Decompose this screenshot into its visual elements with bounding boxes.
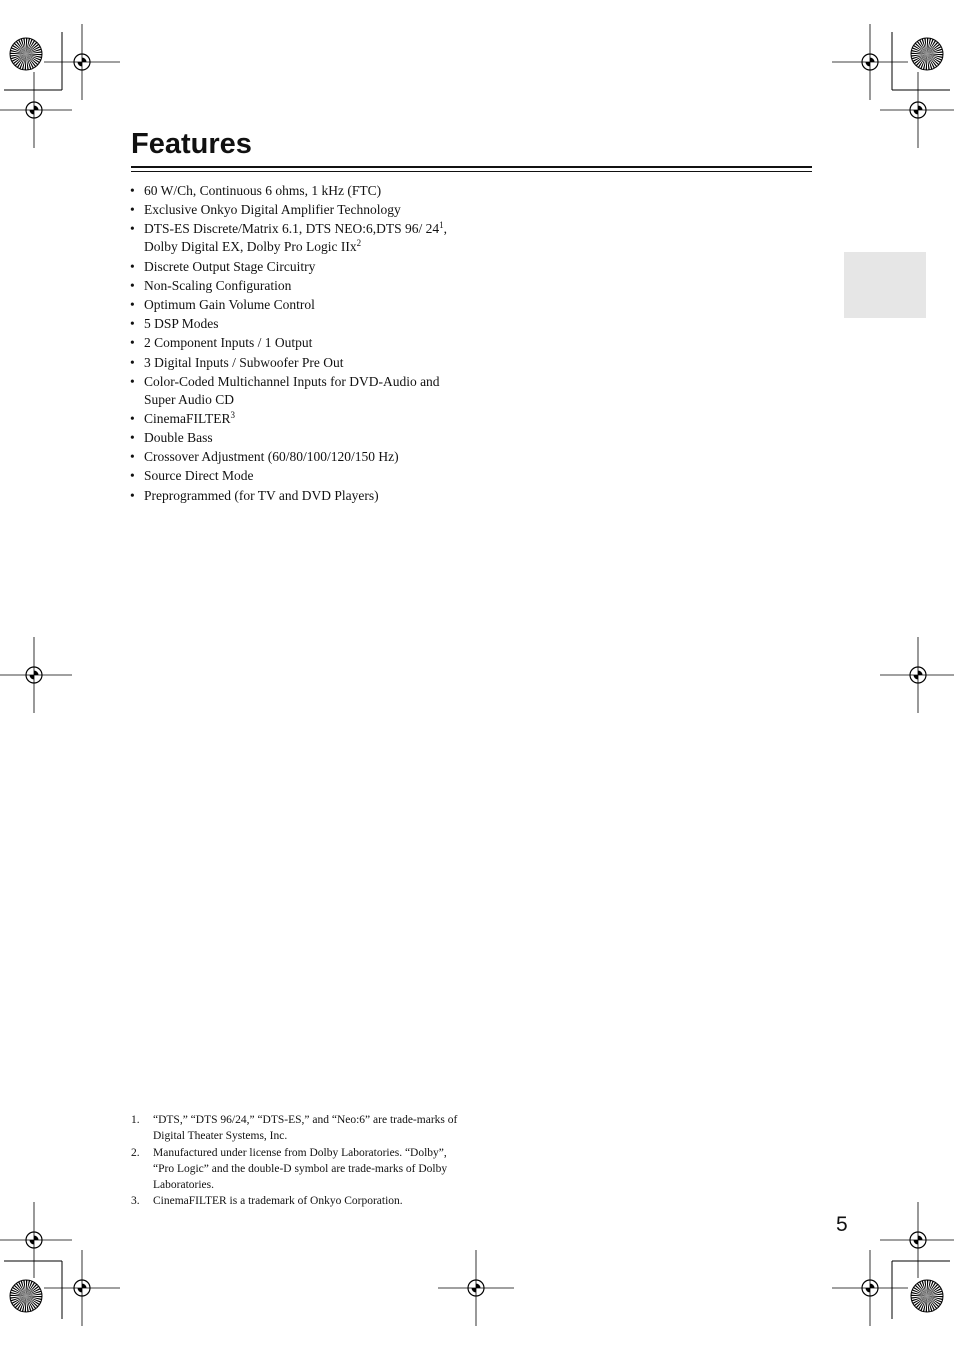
feature-item <box>130 334 460 352</box>
bullet-icon: • <box>130 183 135 198</box>
footnote <box>131 1193 461 1209</box>
registration-target-icon <box>438 1250 514 1326</box>
feature-text: Source Direct Mode <box>144 468 254 484</box>
bullet-icon: • <box>130 430 135 446</box>
registration-target-icon <box>0 1202 72 1278</box>
bullet-icon: • <box>130 296 135 312</box>
bullet-icon: • <box>130 335 135 351</box>
feature-item <box>130 315 460 333</box>
registration-target-icon <box>0 637 72 713</box>
feature-text: 3 Digital Inputs / Subwoofer Pre Out <box>144 354 344 370</box>
footnote-number: 2. <box>131 1146 140 1159</box>
features-list <box>130 182 460 506</box>
bullet-icon: • <box>130 202 135 218</box>
bullet-icon: • <box>130 354 135 370</box>
starburst-mark-icon <box>911 38 943 70</box>
footnote-ref: 1 <box>439 220 444 231</box>
feature-text: CinemaFILTER <box>144 410 231 426</box>
footnote-text: “DTS,” “DTS 96/24,” “DTS-ES,” and “Neo:6” are trade-marks of Digital Theater Systems, Inc. <box>153 1114 458 1143</box>
bullet-icon: • <box>130 221 135 237</box>
feature-text: 5 DSP Modes <box>144 316 219 332</box>
feature-item <box>130 467 460 485</box>
bullet-icon: • <box>130 277 135 293</box>
footnote-number: 3. <box>131 1195 140 1208</box>
bullet-icon: • <box>130 316 135 332</box>
feature-text: Color-Coded Multichannel Inputs for DVD-Audio and Super Audio CD <box>144 373 440 407</box>
registration-target-icon <box>0 72 72 148</box>
registration-target-icon <box>880 1202 954 1278</box>
footnote-text: CinemaFILTER is a trademark of Onkyo Corporation. <box>153 1195 403 1208</box>
bullet-icon: • <box>130 373 135 389</box>
feature-text: , Dolby Digital EX, Dolby Pro Logic IIx <box>144 221 447 255</box>
feature-item <box>130 448 460 466</box>
title-rule-thick <box>131 166 812 168</box>
footnote <box>131 1112 461 1145</box>
feature-text: 2 Component Inputs / 1 Output <box>144 335 313 351</box>
footnote <box>131 1145 461 1194</box>
footnotes-list <box>131 1112 461 1210</box>
bullet-icon: • <box>130 487 135 503</box>
feature-item <box>130 182 460 200</box>
page-title: Features <box>131 128 252 160</box>
feature-text: Exclusive Onkyo Digital Amplifier Technology <box>144 202 401 218</box>
feature-item <box>130 487 460 505</box>
feature-text: Preprogrammed (for TV and DVD Players) <box>144 487 379 503</box>
feature-item <box>130 220 460 256</box>
footnote-ref: 3 <box>230 409 235 420</box>
footnote-text: Manufactured under license from Dolby Laboratories. “Dolby”, “Pro Logic” and the double-D symbol are trade-marks of Dolby Laboratories. <box>153 1146 448 1192</box>
feature-item <box>130 373 460 409</box>
registration-target-icon <box>832 24 908 100</box>
feature-item <box>130 201 460 219</box>
bullet-icon: • <box>130 258 135 274</box>
bullet-icon: • <box>130 468 135 484</box>
feature-item <box>130 410 460 428</box>
feature-text: DTS-ES Discrete/Matrix 6.1, DTS NEO:6,DTS 96/ 24 <box>144 221 440 237</box>
feature-item <box>130 354 460 372</box>
feature-text: 60 W/Ch, Continuous 6 ohms, 1 kHz (FTC) <box>144 183 382 198</box>
feature-item <box>130 277 460 295</box>
section-tab <box>844 252 926 318</box>
feature-text: Non-Scaling Configuration <box>144 277 292 293</box>
feature-item <box>130 258 460 276</box>
starburst-mark-icon <box>10 38 42 70</box>
feature-text: Discrete Output Stage Circuitry <box>144 258 316 274</box>
starburst-mark-icon <box>10 1280 42 1312</box>
feature-text: Crossover Adjustment (60/80/100/120/150 Hz) <box>144 449 399 465</box>
footnote-ref: 2 <box>356 238 362 249</box>
bullet-icon: • <box>130 449 135 465</box>
page-number: 5 <box>836 1213 848 1236</box>
feature-item <box>130 296 460 314</box>
bullet-icon: • <box>130 410 135 426</box>
registration-target-icon <box>44 24 120 100</box>
registration-target-icon <box>880 637 954 713</box>
feature-item <box>130 429 460 447</box>
feature-text: Double Bass <box>144 430 213 446</box>
title-rule-thin <box>131 171 812 172</box>
footnote-number: 1. <box>131 1114 140 1126</box>
starburst-mark-icon <box>911 1280 943 1312</box>
registration-target-icon <box>880 72 954 148</box>
feature-text: Optimum Gain Volume Control <box>144 296 315 312</box>
